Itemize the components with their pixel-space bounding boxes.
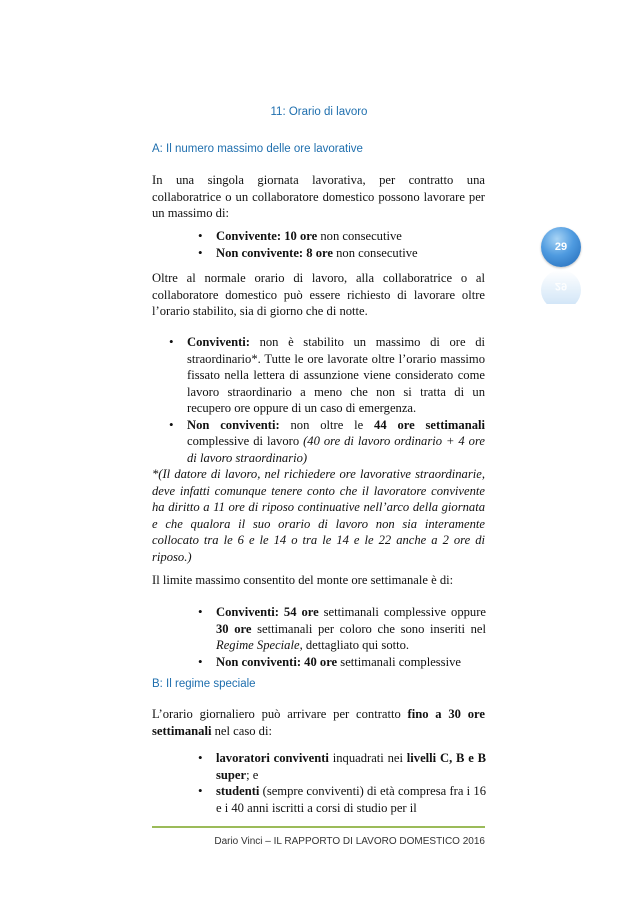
list-item: • Non convivente: 8 ore non consecutive: [198, 244, 418, 260]
list-item: • Conviventi: 54 ore settimanali complessive oppure 30 ore settimanali per coloro che sono inseriti nel Regime Speciale, dettagliato qui sotto.: [198, 604, 487, 652]
weekly-limits-list: [198, 604, 487, 670]
list-item: • Convivente: 10 ore non consecutive: [198, 228, 402, 243]
section-b-intro: L’orario giornaliero può arrivare per contratto fino a 30 ore settimanali nel caso di:: [152, 707, 485, 738]
bullet-icon: •: [198, 783, 203, 798]
list-item: • Conviventi: non è stabilito un massimo di ore di straordinario*. Tutte le ore lavorate oltre l’orario massimo fissato nella lettera di assunzione viene considerato come lavoro straordinario a meno che non si tratta di un recupero ore oppure di un caso di emergenza.: [169, 334, 485, 415]
list-item: • lavoratori conviventi inquadrati nei livelli C, B e B super; e: [198, 750, 487, 782]
chapter-title: 11: Orario di lavoro: [270, 106, 368, 118]
bullet-icon: •: [169, 334, 174, 349]
overtime-intro: Oltre al normale orario di lavoro, alla collaboratrice o al collaboratore domestico può essere richiesto di lavorare oltre l’orario stabilito, sia di giorno che di notte.: [152, 271, 485, 318]
page-number-reflection: 29: [541, 270, 581, 304]
section-b-heading: B: Il regime speciale: [152, 678, 256, 690]
daily-limits-list: [198, 228, 486, 261]
bullet-icon: •: [198, 228, 203, 243]
section-a-intro: In una singola giornata lavorativa, per contratto una collaboratrice o un collaboratore domestico possono lavorare per un massimo di:: [152, 173, 485, 220]
weekly-intro: Il limite massimo consentito del monte ore settimanale è di:: [152, 573, 454, 587]
footer-text: Dario Vinci – IL RAPPORTO DI LAVORO DOMESTICO 2016: [214, 836, 485, 847]
page-number: 29: [554, 241, 568, 253]
regime-list: [198, 750, 487, 816]
overtime-list: [169, 334, 486, 466]
page-number-badge: [541, 227, 581, 267]
bullet-icon: •: [198, 750, 203, 765]
section-a-heading: A: Il numero massimo delle ore lavorative: [152, 143, 363, 155]
bullet-icon: •: [169, 416, 174, 432]
footer-divider: [152, 826, 485, 828]
list-item: • Non conviventi: non oltre le 44 ore settimanali complessive di lavoro (40 ore di lavoro ordinario + 4 ore di lavoro straordinario): [169, 416, 486, 465]
bullet-icon: •: [198, 244, 203, 260]
bullet-icon: •: [198, 653, 203, 669]
list-item: • studenti (sempre conviventi) di età compresa fra i 16 e i 40 anni iscritti a corsi di studio per il: [198, 783, 486, 815]
bullet-icon: •: [198, 604, 203, 619]
overtime-note: *(Il datore di lavoro, nel richiedere ore lavorative straordinarie, deve infatti comunque tenere conto che il lavoratore convivente ha diritto a 11 ore di riposo continuative nell’arco della giornata e che qualora il suo orario di lavoro non sia interamente collocato tra le 6 e le 14 o tra le 14 e le 22 anche a 2 ore di riposo.): [152, 467, 485, 564]
list-item: • Non conviventi: 40 ore settimanali complessive: [198, 653, 461, 669]
